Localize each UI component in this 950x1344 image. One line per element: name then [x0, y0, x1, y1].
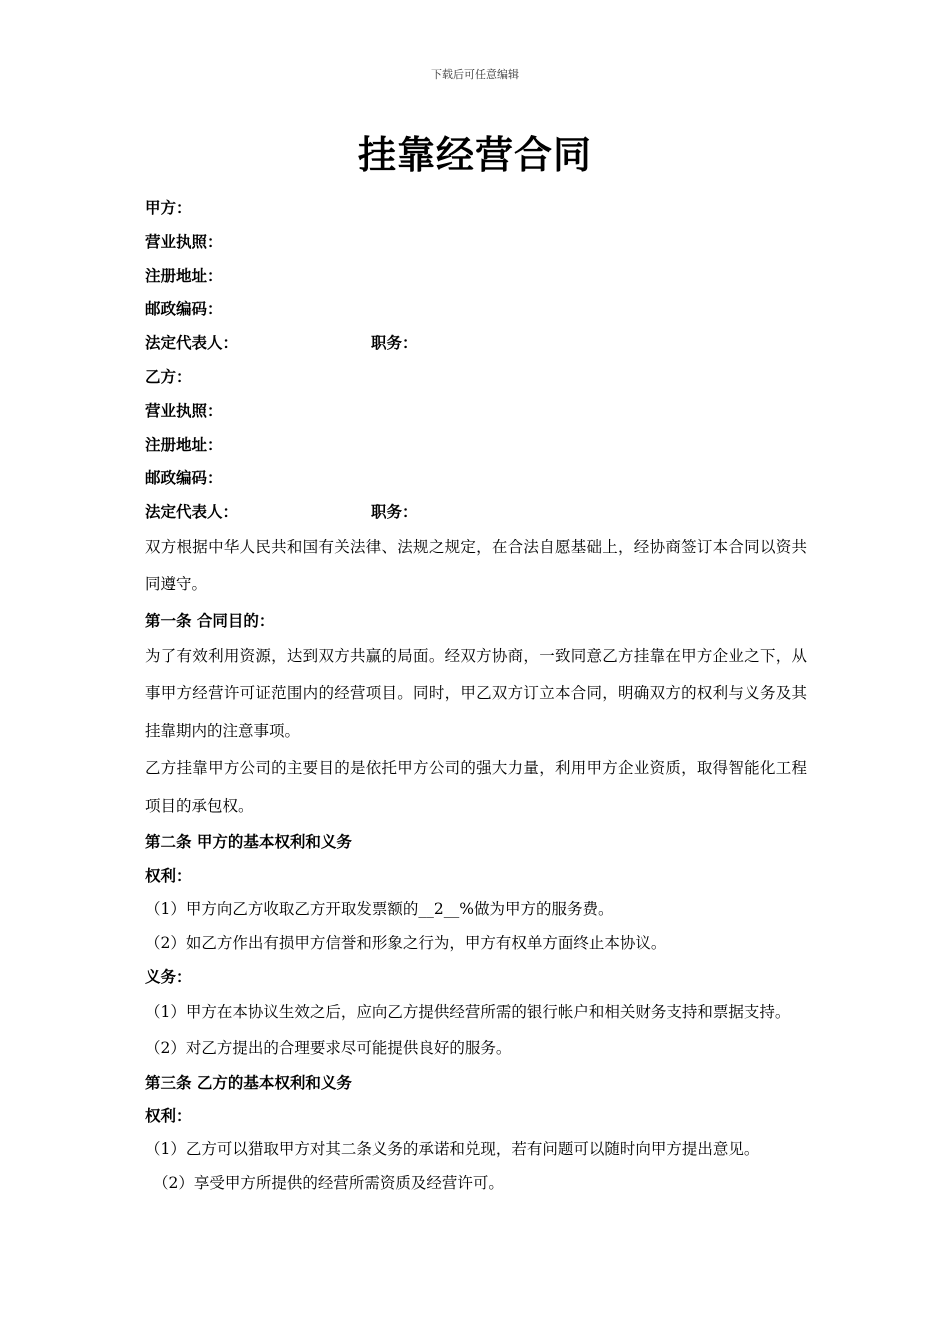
party-b-position-label: 职务：: [371, 502, 418, 522]
preamble-paragraph: 双方根据中华人民共和国有关法律、法规之规定，在合法自愿基础上，经协商签订本合同以资共同遵守。: [145, 537, 807, 594]
party-b-license-label: 营业执照：: [145, 400, 223, 420]
article3-right-1: （1）乙方可以猎取甲方对其二条义务的承诺和兑现，若有问题可以随时向甲方提出意见。: [145, 1140, 760, 1159]
article2-duty-1: （1）甲方在本协议生效之后，应向乙方提供经营所需的银行帐户和相关财务支持和票据支持。: [145, 1003, 791, 1022]
header-note: 下载后可任意编辑: [431, 68, 519, 81]
party-b-postcode-label: 邮政编码：: [145, 468, 223, 488]
article1-paragraph-1: 为了有效利用资源，达到双方共赢的局面。经双方协商，一致同意乙方挂靠在甲方企业之下，从事甲方经营许可证范围内的经营项目。同时，甲乙双方订立本合同，明确双方的权利与义务及其挂靠期内的注意事项。: [145, 646, 807, 740]
party-b-rep-label: 法定代表人：: [145, 502, 239, 522]
party-a-address-label: 注册地址：: [145, 265, 223, 285]
article2-duty-2: （2）对乙方提出的合理要求尽可能提供良好的服务。: [145, 1038, 512, 1057]
party-a-postcode-label: 邮政编码：: [145, 299, 223, 319]
article1-heading: 第一条 合同目的：: [145, 610, 275, 630]
party-a-rep-label: 法定代表人：: [145, 333, 239, 353]
article2-heading: 第二条 甲方的基本权利和义务: [145, 832, 352, 852]
contract-body: [145, 191, 807, 1201]
article2-rights-label: 权利：: [145, 866, 192, 886]
party-a-position-label: 职务：: [371, 333, 418, 353]
party-a-license-label: 营业执照：: [145, 231, 223, 251]
party-a-name-label: 甲方：: [145, 198, 192, 217]
article2-right-1: （1）甲方向乙方收取乙方开取发票额的__2__%做为甲方的服务费。: [145, 899, 614, 918]
article3-rights-label: 权利：: [145, 1106, 192, 1126]
article2-duties-label: 义务：: [145, 967, 192, 987]
party-b-address-label: 注册地址：: [145, 434, 223, 454]
article3-right-2: （2）享受甲方所提供的经营所需资质及经营许可。: [153, 1173, 504, 1192]
party-b-name-label: 乙方：: [145, 366, 192, 386]
contract-title: 挂靠经营合同: [357, 132, 592, 177]
party-a-representative-row: [145, 326, 807, 360]
article1-paragraph-2: 乙方挂靠甲方公司的主要目的是依托甲方公司的强大力量，利用甲方企业资质，取得智能化工程项目的承包权。: [145, 759, 807, 815]
article2-right-2: （2）如乙方作出有损甲方信誉和形象之行为，甲方有权单方面终止本协议。: [145, 933, 667, 952]
party-b-representative-row: [145, 495, 807, 529]
article3-heading: 第三条 乙方的基本权利和义务: [145, 1072, 352, 1092]
